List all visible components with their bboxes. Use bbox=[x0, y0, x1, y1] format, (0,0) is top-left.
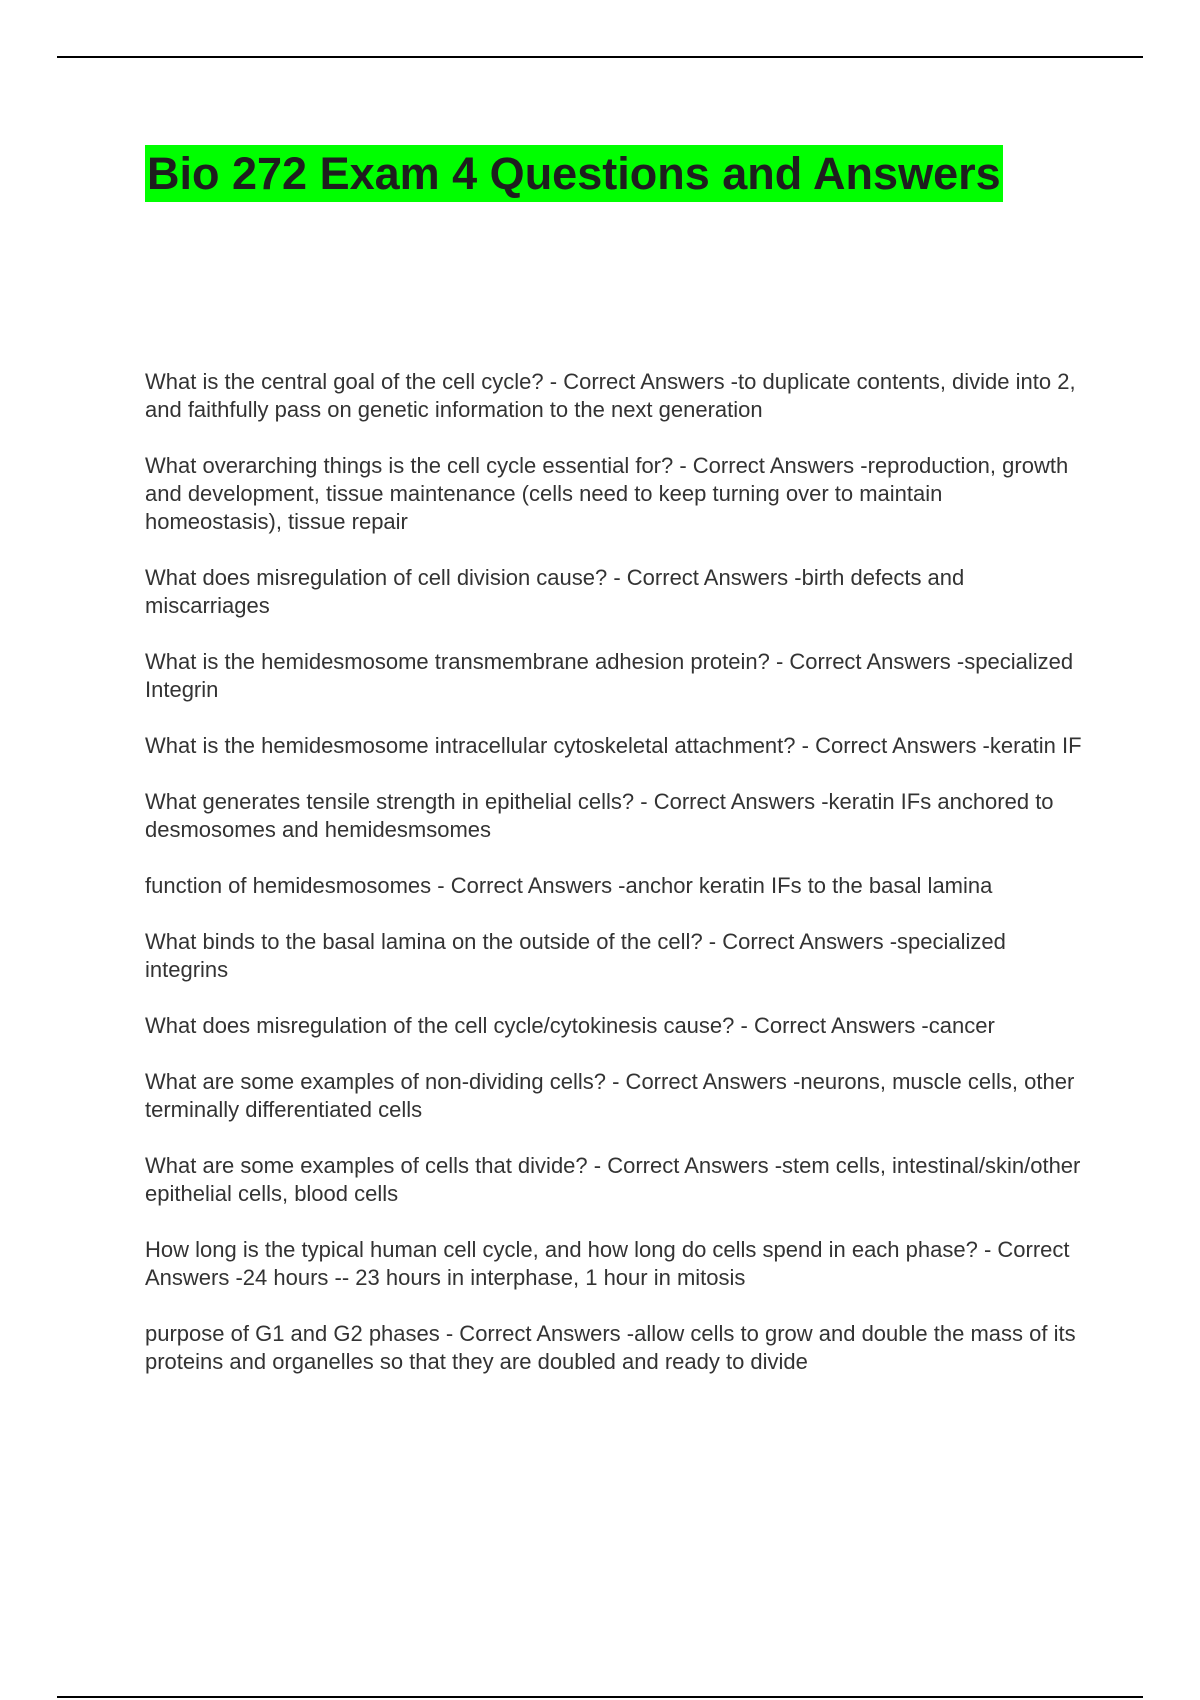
footer-rule bbox=[57, 1696, 1143, 1698]
qa-item: purpose of G1 and G2 phases - Correct Answers -allow cells to grow and double the mass of its proteins and organelles so that they are doubled and ready to divide bbox=[145, 1321, 1076, 1374]
qa-item: What are some examples of non-dividing cells? - Correct Answers -neurons, muscle cells, other terminally differentiated cells bbox=[145, 1069, 1075, 1122]
qa-item: What does misregulation of cell division cause? - Correct Answers -birth defects and miscarriages bbox=[145, 565, 965, 618]
qa-item: What binds to the basal lamina on the outside of the cell? - Correct Answers -specialized integrins bbox=[145, 929, 1006, 982]
qa-item: What overarching things is the cell cycle essential for? - Correct Answers -reproduction, growth and development, tissue maintenance (cells need to keep turning over to maintain homeostasis), tissue repair bbox=[145, 453, 1069, 534]
header-rule bbox=[57, 56, 1143, 58]
page-title: Bio 272 Exam 4 Questions and Answers bbox=[145, 145, 1003, 202]
qa-item: What is the hemidesmosome intracellular cytoskeletal attachment? - Correct Answers -keratin IF bbox=[145, 733, 1082, 758]
qa-item: What generates tensile strength in epithelial cells? - Correct Answers -keratin IFs anchored to desmosomes and hemidesmsomes bbox=[145, 789, 1054, 842]
qa-item: What is the central goal of the cell cycle? - Correct Answers -to duplicate contents, divide into 2, and faithfully pass on genetic information to the next generation bbox=[145, 369, 1076, 422]
qa-item: How long is the typical human cell cycle, and how long do cells spend in each phase? - Correct Answers -24 hours -- 23 hours in interphase, 1 hour in mitosis bbox=[145, 1237, 1070, 1290]
title-container bbox=[145, 145, 1003, 202]
qa-list bbox=[145, 368, 1085, 1404]
qa-item: function of hemidesmosomes - Correct Answers -anchor keratin IFs to the basal lamina bbox=[145, 873, 993, 898]
qa-item: What are some examples of cells that divide? - Correct Answers -stem cells, intestinal/skin/other epithelial cells, blood cells bbox=[145, 1153, 1081, 1206]
qa-item: What does misregulation of the cell cycle/cytokinesis cause? - Correct Answers -cancer bbox=[145, 1013, 995, 1038]
qa-item: What is the hemidesmosome transmembrane adhesion protein? - Correct Answers -specialized Integrin bbox=[145, 649, 1074, 702]
